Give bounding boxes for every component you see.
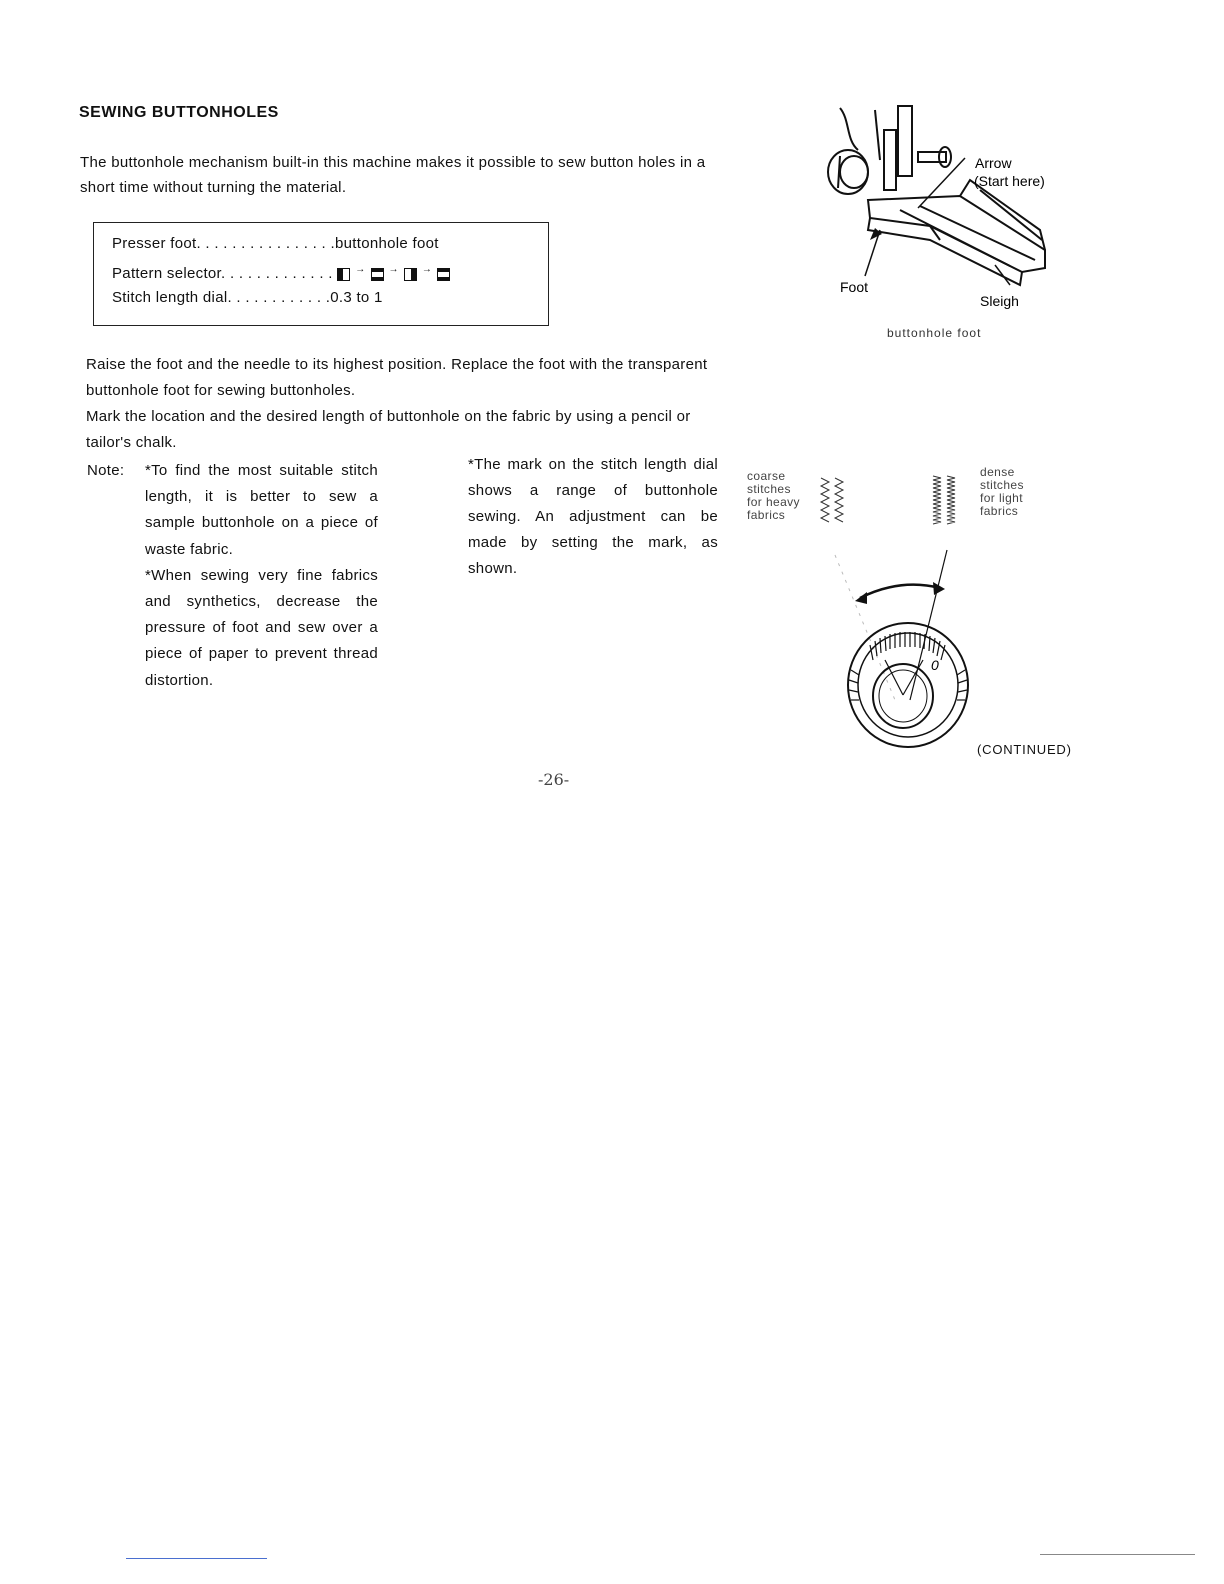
paragraph: Raise the foot and the needle to its highest position. Replace the foot with the transparent buttonhole foot for sewing buttonholes. bbox=[86, 356, 708, 399]
notes bbox=[145, 458, 378, 694]
pattern-left-bar-icon bbox=[337, 268, 350, 281]
note-label: Note: bbox=[87, 462, 125, 479]
arrow-right-icon: → bbox=[421, 263, 433, 275]
scan-artifact-line bbox=[1040, 1554, 1195, 1555]
note-item: *When sewing very fine fabrics and synthetics, decrease the pressure of foot and sew over a piece of paper to prevent thread distortion. bbox=[145, 566, 378, 689]
dense-stitch-icon bbox=[933, 476, 941, 524]
spec-dots: . . . . . . . . . . . . . . . . bbox=[196, 235, 335, 252]
mark-note bbox=[468, 452, 718, 582]
dense-label-line: for light bbox=[980, 491, 1023, 505]
label-start-here: (Start here) bbox=[974, 173, 1045, 189]
dense-label-line: fabrics bbox=[980, 504, 1019, 518]
arrow-right-icon: → bbox=[388, 263, 399, 275]
figure-caption: buttonhole foot bbox=[887, 326, 982, 340]
dense-label-line: stitches bbox=[980, 478, 1024, 492]
pattern-right-bar-icon bbox=[404, 268, 417, 281]
page-heading: SEWING BUTTONHOLES bbox=[79, 104, 279, 121]
dial-mark: 0 bbox=[931, 657, 939, 673]
spec-row-presser-foot bbox=[112, 235, 439, 252]
spec-row-stitch-length bbox=[112, 289, 383, 306]
spec-label: Presser foot bbox=[112, 235, 197, 252]
spec-label: Stitch length dial bbox=[112, 289, 228, 306]
label-sleigh: Sleigh bbox=[980, 293, 1019, 309]
label-arrow: Arrow bbox=[975, 155, 1012, 171]
spec-label: Pattern selector bbox=[112, 265, 222, 282]
instructions bbox=[86, 352, 726, 456]
stitch-dial-illustration bbox=[815, 470, 995, 770]
arrow-right-icon: → bbox=[355, 263, 366, 275]
spec-value: 0.3 to 1 bbox=[330, 289, 383, 306]
spec-box bbox=[93, 222, 549, 326]
paragraph: Mark the location and the desired length of buttonhole on the fabric by using a pencil or tailor's chalk. bbox=[86, 408, 691, 451]
coarse-stitch-icon bbox=[821, 478, 829, 522]
spec-value: buttonhole foot bbox=[334, 235, 439, 252]
page-number: -26- bbox=[538, 770, 570, 789]
continued-label: (CONTINUED) bbox=[977, 742, 1072, 757]
pattern-bartack-icon bbox=[437, 268, 450, 281]
pattern-sequence bbox=[337, 263, 450, 281]
spec-row-pattern-selector bbox=[112, 265, 450, 282]
needle-bar bbox=[898, 106, 912, 176]
intro-text: The buttonhole mechanism built-in this machine makes it possible to sew button holes in a short time without turning the material. bbox=[80, 154, 706, 196]
mark-note-text: *The mark on the stitch length dial shows a range of buttonhole sewing. An adjustment can be made by setting the mark, as shown. bbox=[468, 456, 718, 577]
coarse-label-line: coarse bbox=[747, 469, 786, 483]
scan-artifact-line bbox=[126, 1558, 267, 1559]
coarse-label-line: stitches bbox=[747, 482, 791, 496]
stitch-length-dial bbox=[848, 623, 968, 747]
label-foot: Foot bbox=[840, 279, 869, 295]
coarse-label bbox=[747, 470, 822, 522]
dense-label-line: dense bbox=[980, 465, 1015, 479]
coarse-label-line: for heavy bbox=[747, 495, 800, 509]
pattern-bartack-icon bbox=[371, 268, 384, 281]
note-item: *To find the most suitable stitch length, it is better to sew a sample buttonhole on a piece of waste fabric. bbox=[145, 462, 378, 558]
spec-dots: . . . . . . . . . . . . . bbox=[221, 265, 333, 282]
buttonhole-foot-illustration bbox=[810, 100, 1060, 325]
coarse-label-line: fabrics bbox=[747, 508, 786, 522]
adjust-arrow-icon bbox=[860, 585, 940, 598]
spec-dots: . . . . . . . . . . . . bbox=[227, 289, 331, 306]
